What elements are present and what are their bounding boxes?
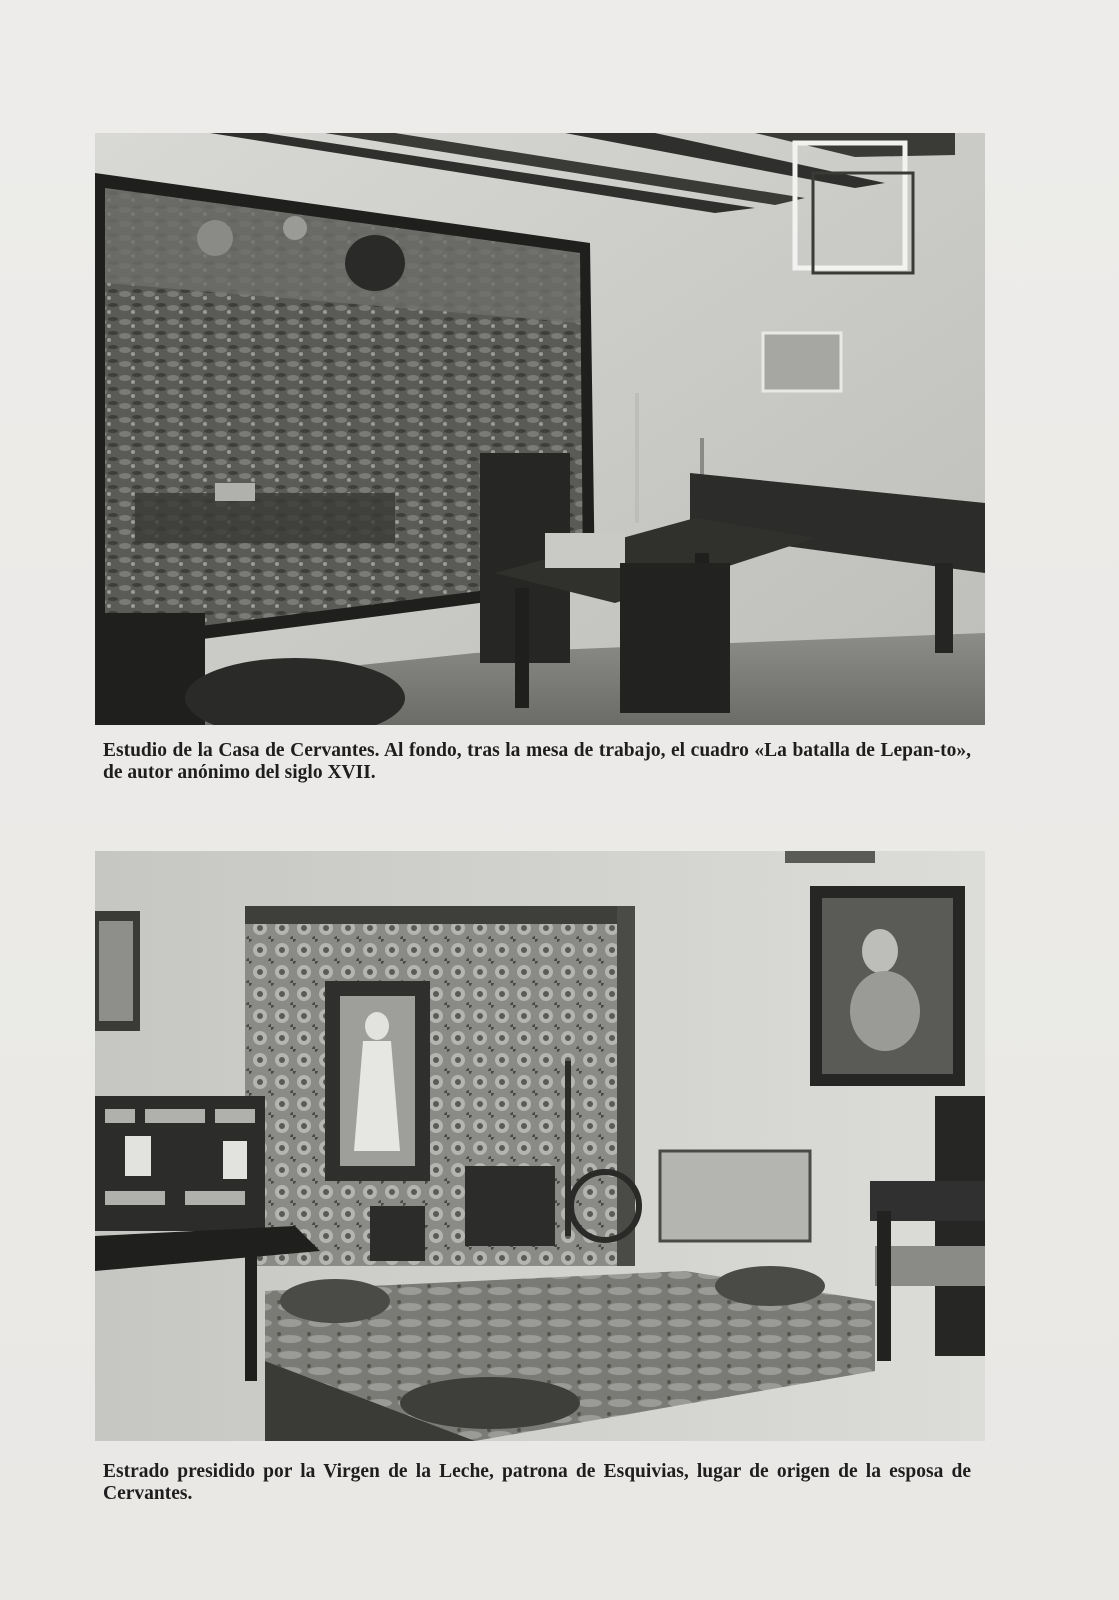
photo-estrado-room [95,851,985,1441]
caption-estrado-room: Estrado presidido por la Virgen de la Leche, patrona de Esquivias, lugar de origen de la esposa de Cervantes. [103,1461,971,1504]
estrado-room-illustration [95,851,985,1441]
photo-study-room [95,133,985,725]
study-room-illustration [95,133,985,725]
caption-study-room: Estudio de la Casa de Cervantes. Al fondo, tras la mesa de trabajo, el cuadro «La batalla de Lepan-to», de autor anónimo del siglo XVII. [103,740,971,783]
